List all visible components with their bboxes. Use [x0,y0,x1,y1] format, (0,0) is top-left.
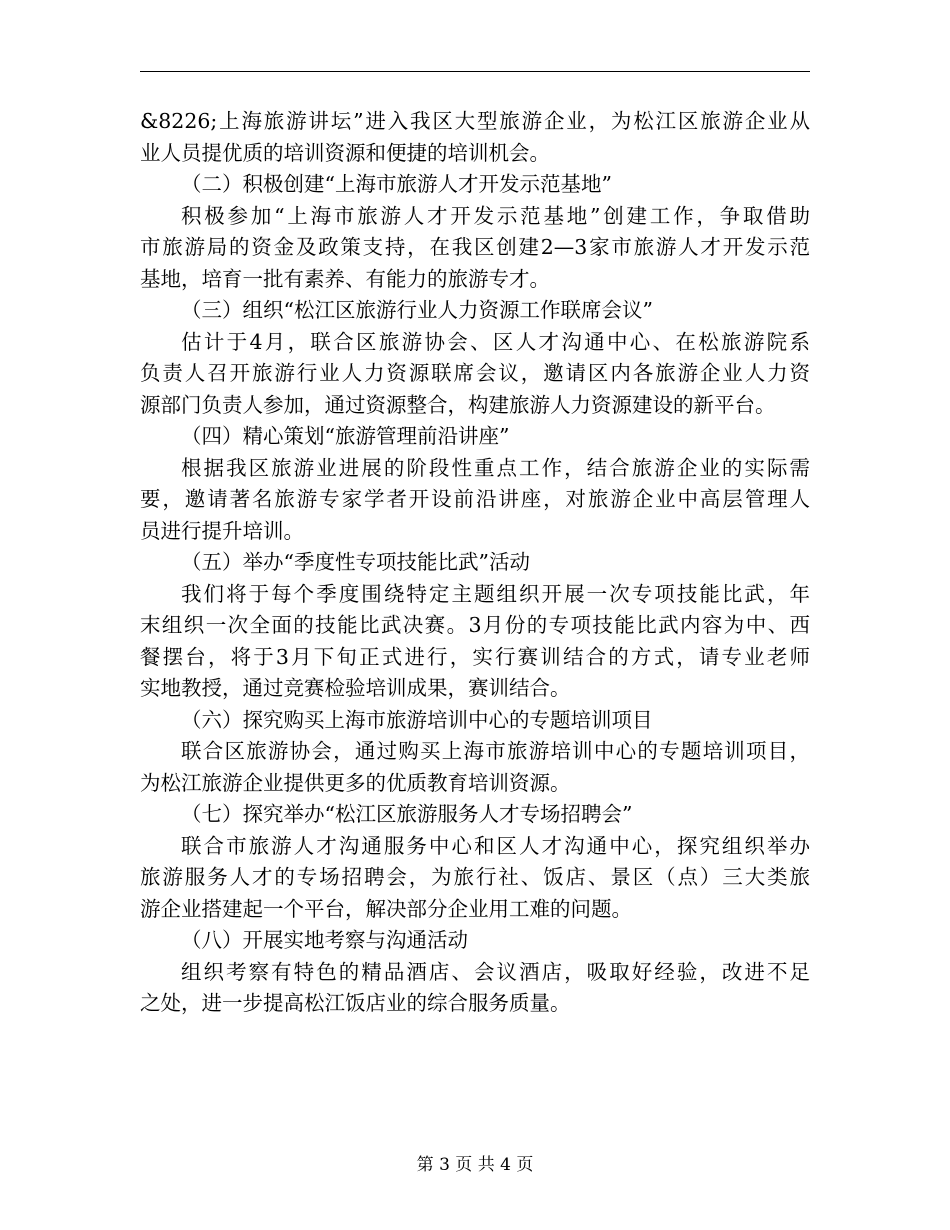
paragraph-line: 业人员提优质的培训资源和便捷的培训机会。 [140,140,550,165]
heading-line: （三）组织“松江区旅游行业人力资源工作联席会议” [181,298,653,322]
paragraph-line: 组织考察有特色的精品酒店、会议酒店，吸取好经验，改进不足 [181,959,810,984]
paragraph-line: 餐摆台，将于3月下旬正式进行，实行赛训结合的方式，请专业老师 [140,644,810,669]
paragraph-line: 估计于4月，联合区旅游协会、区人才沟通中心、在松旅游院系 [181,329,810,354]
document-body [140,106,810,1020]
paragraph-line: 实地教授，通过竞赛检验培训成果，赛训结合。 [140,676,571,700]
body-paragraph [140,453,810,548]
section-heading [140,925,810,957]
paragraph-line: 积极参加“上海市旅游人才开发示范基地”创建工作，争取借助 [181,203,810,228]
paragraph-line: 为松江旅游企业提供更多的优质教育培训资源。 [140,770,571,795]
paragraph-line: &8226;上海旅游讲坛”进入我区大型旅游企业，为松江区旅游企业从 [140,109,810,133]
section-heading [140,547,810,579]
body-paragraph [140,106,810,169]
body-paragraph [140,201,810,296]
heading-line: （六）探究购买上海市旅游培训中心的专题培训项目 [181,707,653,732]
page-footer: 第 3 页 共 4 页 [416,1155,534,1175]
paragraph-line: 联合市旅游人才沟通服务中心和区人才沟通中心，探究组织举办 [181,833,810,858]
paragraph-line: 旅游服务人才的专场招聘会，为旅行社、饭店、景区（点）三大类旅 [140,865,810,889]
section-heading [140,799,810,831]
paragraph-line: 负责人召开旅游行业人力资源联席会议，邀请区内各旅游企业人力资 [140,361,810,385]
section-heading [140,421,810,453]
body-paragraph [140,736,810,799]
heading-line: （二）积极创建“上海市旅游人才开发示范基地” [181,172,612,196]
body-paragraph [140,579,810,705]
section-heading [140,169,810,201]
body-paragraph [140,327,810,422]
paragraph-line: 之处，进一步提高松江饭店业的综合服务质量。 [140,991,571,1015]
heading-line: （七）探究举办“松江区旅游服务人才专场招聘会” [181,802,633,826]
heading-line: （四）精心策划“旅游管理前沿讲座” [181,424,510,448]
paragraph-line: 市旅游局的资金及政策支持，在我区创建2—3家市旅游人才开发示范 [140,235,810,259]
header-rule [140,71,810,72]
heading-line: （八）开展实地考察与沟通活动 [181,928,468,952]
heading-line: （五）举办“季度性专项技能比武”活动 [181,550,530,574]
body-paragraph [140,831,810,926]
body-paragraph [140,957,810,1020]
paragraph-line: 我们将于每个季度围绕特定主题组织开展一次专项技能比武，年 [181,581,810,606]
paragraph-line: 要，邀请著名旅游专家学者开设前沿讲座，对旅游企业中高层管理人 [140,487,810,511]
paragraph-line: 源部门负责人参加，通过资源整合，构建旅游人力资源建设的新平台。 [140,392,776,417]
paragraph-line: 基地，培育一批有素养、有能力的旅游专才。 [140,266,550,291]
paragraph-line: 员进行提升培训。 [140,518,304,543]
paragraph-line: 根据我区旅游业进展的阶段性重点工作，结合旅游企业的实际需 [181,455,810,480]
paragraph-line: 末组织一次全面的技能比武决赛。3月份的专项技能比武内容为中、西 [140,613,810,637]
paragraph-line: 联合区旅游协会，通过购买上海市旅游培训中心的专题培训项目， [181,739,810,763]
section-heading [140,295,810,327]
section-heading [140,705,810,737]
paragraph-line: 游企业搭建起一个平台，解决部分企业用工难的问题。 [140,896,632,921]
